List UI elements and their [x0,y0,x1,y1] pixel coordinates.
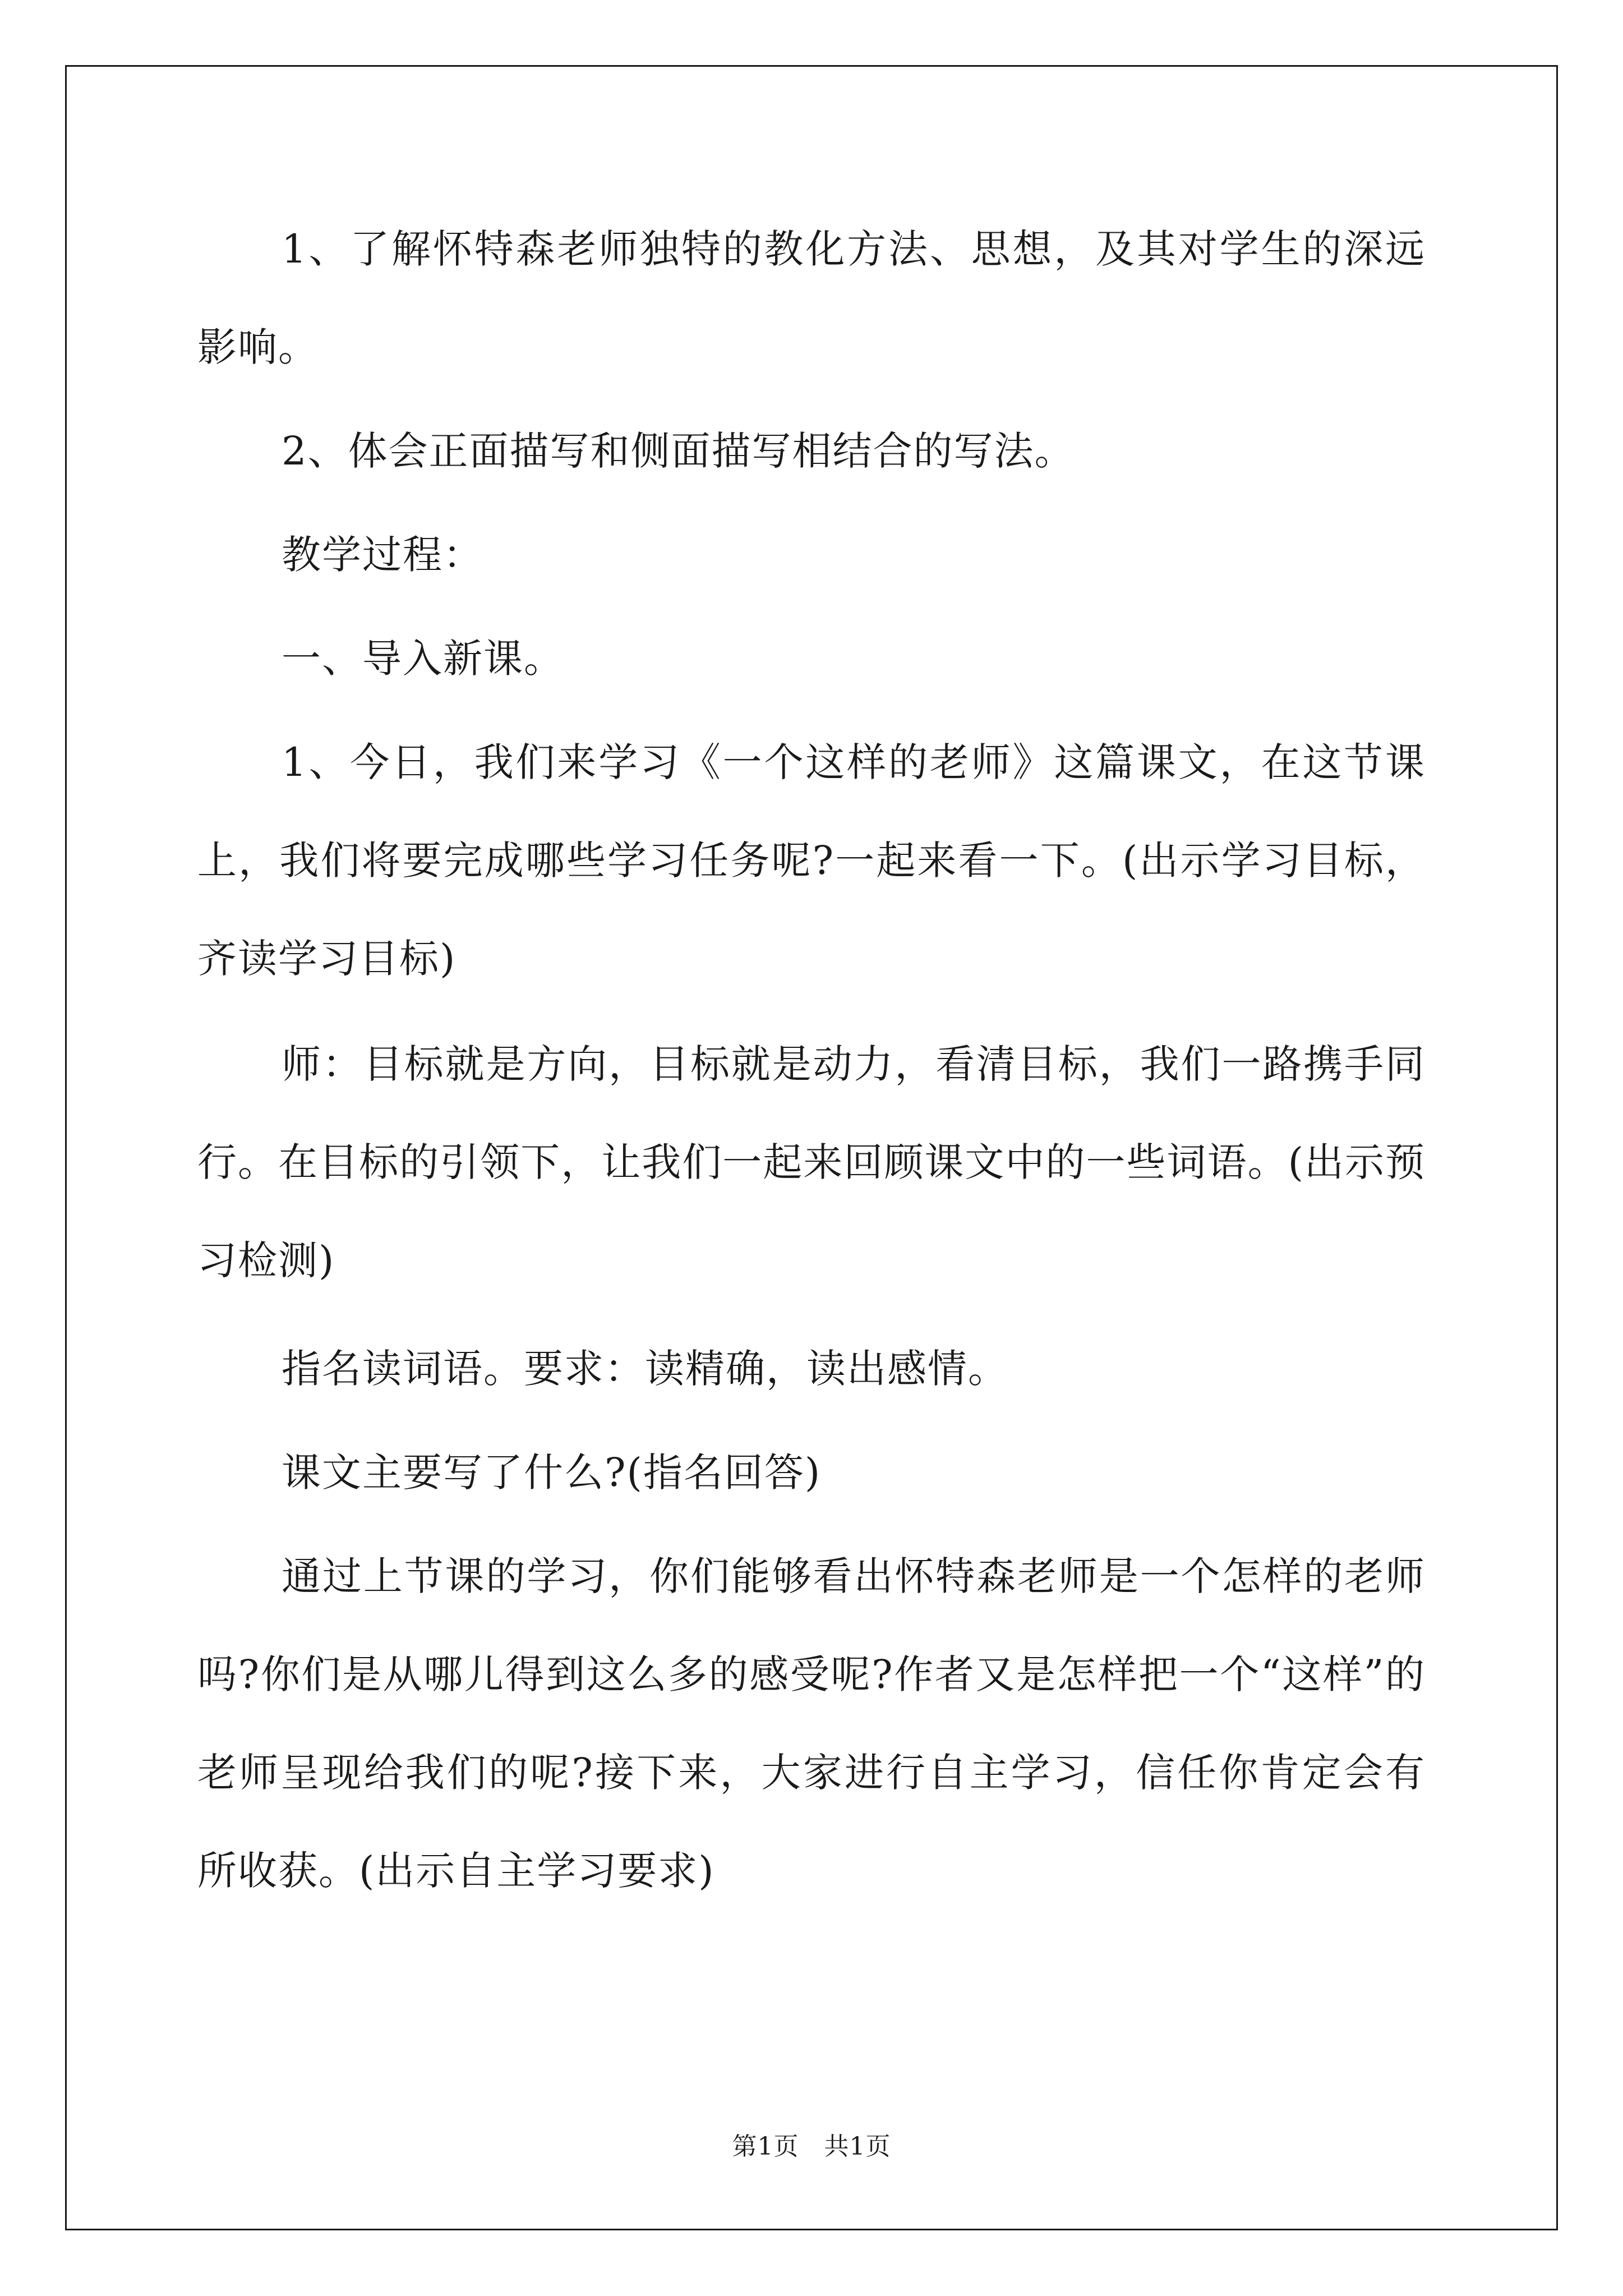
paragraph-objective-1: 1、了解怀特森老师独特的教化方法、思想，及其对学生的深远影响。 [197,226,1426,370]
paragraph-process-heading: 教学过程： [282,532,483,578]
paragraph-teacher-remark: 师：目标就是方向，目标就是动力，看清目标，我们一路携手同行。在目标的引领下，让我们一起来回顾课文中的一些词语。(出示预习检测) [197,1041,1426,1283]
paragraph-intro-1: 1、今日，我们来学习《一个这样的老师》这篇课文，在这节课上，我们将要完成哪些学习任务呢?一起来看一下。(出示学习目标，齐读学习目标) [197,739,1426,982]
paragraph-question: 课文主要写了什么?(指名回答) [282,1450,822,1496]
paragraph-reading-requirement: 指名读词语。要求：读精确，读出感情。 [282,1346,1008,1392]
paragraph-section-intro: 一、导入新课。 [282,636,564,682]
page-footer: 第1页 共1页 [732,2132,891,2161]
paragraph-self-study: 通过上节课的学习，你们能够看出怀特森老师是一个怎样的老师吗?你们是从哪儿得到这么多的感受呢?作者又是怎样把一个“这样”的老师呈现给我们的呢?接下来，大家进行自主学习，信任你肯定会有所收获。(出示自主学习要求) [197,1553,1426,1894]
paragraph-objective-2: 2、体会正面描写和侧面描写相结合的写法。 [282,428,1075,474]
